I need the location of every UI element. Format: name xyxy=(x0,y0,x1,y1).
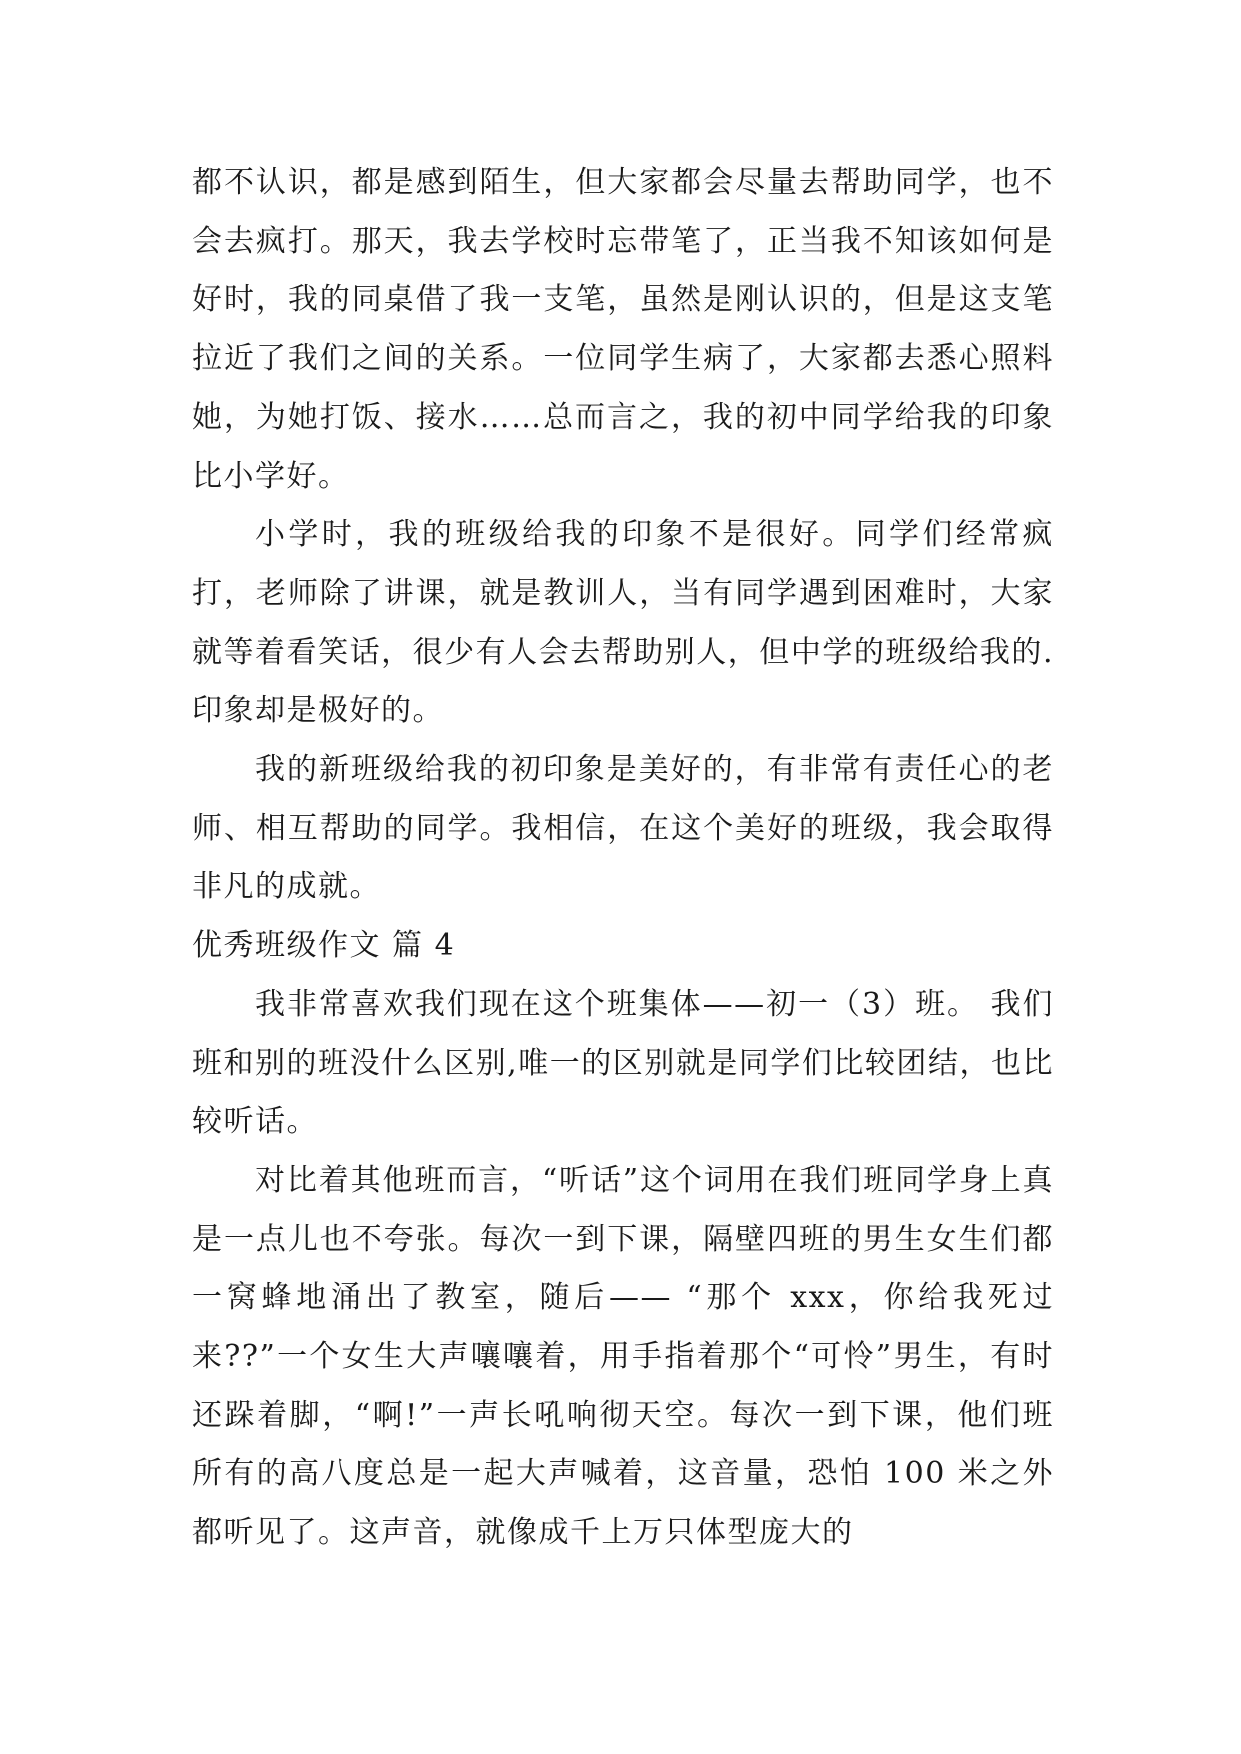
paragraph-4: 我非常喜欢我们现在这个班集体——初一（3）班。 我们班和别的班没什么区别,唯一的区别就是同学们比较团结，也比较听话。 xyxy=(192,986,1054,1140)
paragraph-1: 都不认识，都是感到陌生，但大家都会尽量去帮助同学，也不会去疯打。那天，我去学校时忘带笔了，正当我不知该如何是好时，我的同桌借了我一支笔，虽然是刚认识的，但是这支笔拉近了我们之间的关系。一位同学生病了，大家都去悉心照料她，为她打饭、接水……总而言之，我的初中同学给我的印象比小学好。 xyxy=(192,165,1054,494)
document-body xyxy=(192,154,1054,1563)
section-heading: 优秀班级作文 篇 4 xyxy=(192,928,456,964)
paragraph-5: 对比着其他班而言，“听话”这个词用在我们班同学身上真是一点儿也不夸张。每次一到下课，隔壁四班的男生女生们都一窝蜂地涌出了教室，随后—— “那个 xxx，你给我死过来??”一个女生大声嚷嚷着，用手指着那个“可怜”男生，有时还跺着脚，“啊!”一声长吼响彻天空。每次一到下课，他们班所有的高八度总是一起大声喊着，这音量，恐怕 100 米之外都听见了。这声音，就像成千上万只体型庞大的 xyxy=(192,1162,1054,1551)
paragraph-2: 小学时，我的班级给我的印象不是很好。同学们经常疯打，老师除了讲课，就是教训人，当有同学遇到困难时，大家就等着看笑话，很少有人会去帮助别人，但中学的班级给我的.印象却是极好的。 xyxy=(192,517,1054,729)
paragraph-3: 我的新班级给我的初印象是美好的，有非常有责任心的老师、相互帮助的同学。我相信，在这个美好的班级，我会取得非凡的成就。 xyxy=(192,752,1054,905)
